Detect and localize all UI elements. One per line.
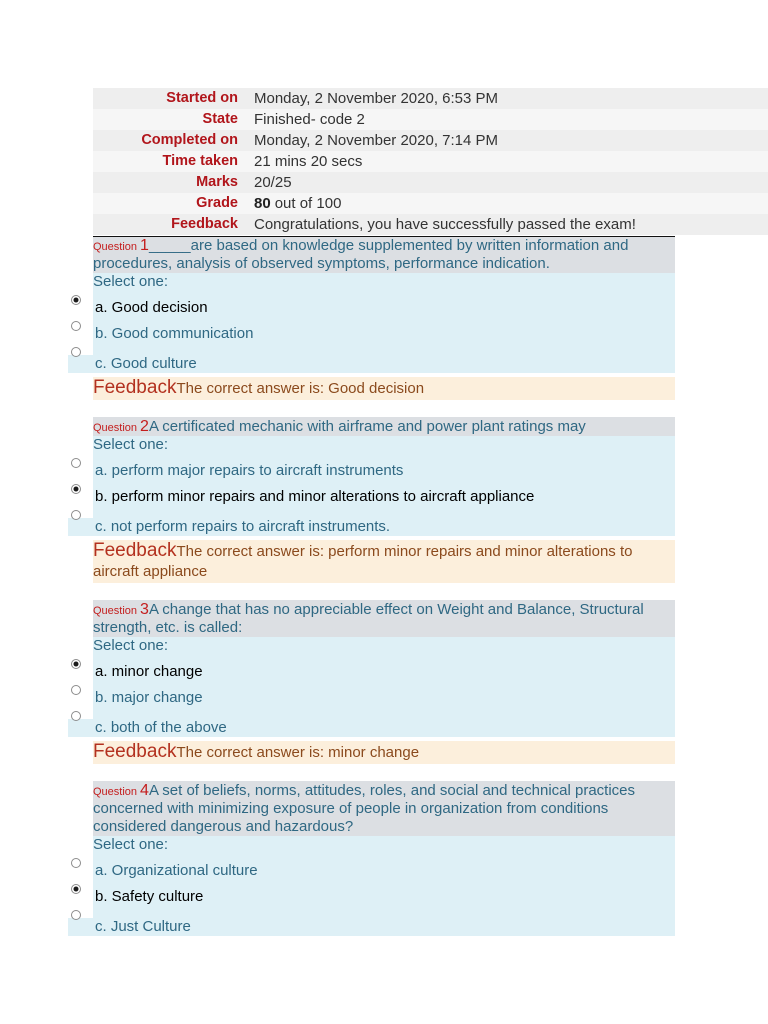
answer-option-b[interactable] [93,681,675,707]
summary-value-grade [245,193,341,214]
answer-radio-c[interactable] [71,347,81,357]
question-text: _____are based on knowledge supplemented by written information and procedures, analysis of observed symptoms, performance indication. [93,237,629,272]
answer-block [93,637,675,737]
select-one-prompt: Select one: [93,273,169,290]
feedback-title: Feedback [93,377,177,398]
question-label: Question [93,605,138,617]
question-header [93,417,675,436]
answer-option-a[interactable] [93,291,675,317]
correct-answer-text: The correct answer is: minor change [176,744,420,761]
question-number: 1 [140,237,149,254]
attempt-summary-table [93,88,768,235]
answer-option-b[interactable] [93,480,675,506]
select-one-prompt: Select one: [93,836,169,853]
question-number: 4 [140,782,149,799]
question-text: A change that has no appreciable effect on Weight and Balance, Structural strength, etc. is called: [93,601,644,636]
summary-row-grade [93,193,768,214]
answer-option-label: c. not perform repairs to aircraft instruments. [95,518,391,535]
answer-radio-c[interactable] [71,711,81,721]
answer-option-c[interactable] [93,506,675,536]
feedback-title: Feedback [93,540,177,561]
question-label: Question [93,241,138,253]
answer-option-b[interactable] [93,880,675,906]
summary-row-state [93,109,768,130]
answer-option-a[interactable] [93,854,675,880]
answer-option-label: a. minor change [95,663,203,680]
feedback-title: Feedback [93,741,177,762]
answer-block [93,436,675,536]
summary-label-time-taken: Time taken [162,153,238,169]
summary-value-completed-on: Monday, 2 November 2020, 7:14 PM [254,132,499,149]
answer-option-a[interactable] [93,454,675,480]
question-number: 2 [140,418,149,435]
feedback-box [93,741,675,764]
summary-row-marks [93,172,768,193]
answer-option-label: b. major change [95,689,203,706]
answer-option-c[interactable] [93,707,675,737]
answer-radio-c[interactable] [71,510,81,520]
summary-row-feedback [93,214,768,235]
summary-value-feedback: Congratulations, you have successfully passed the exam! [254,216,636,233]
summary-row-started-on [93,88,768,109]
question-4 [93,781,675,936]
answer-option-label: b. perform minor repairs and minor alterations to aircraft appliance [95,488,535,505]
answer-option-label: c. Just Culture [95,918,191,935]
question-text: A set of beliefs, norms, attitudes, roles, and social and technical practices concerned with minimizing exposure of people in organization from conditions considered dangerous and hazardous? [93,782,636,835]
answer-radio-b[interactable] [71,321,81,331]
answer-radio-a[interactable] [71,659,81,669]
feedback-box [93,540,675,583]
question-label: Question [93,422,138,434]
answer-option-label: a. Good decision [95,299,208,316]
answer-option-label: b. Good communication [95,325,254,342]
answer-option-c[interactable] [93,343,675,373]
question-list [93,236,675,953]
grade-score: 80 [254,195,271,212]
summary-label-state: State [202,111,238,127]
answer-option-label: a. Organizational culture [95,862,258,879]
select-one-prompt: Select one: [93,436,169,453]
answer-option-a[interactable] [93,655,675,681]
summary-value-time-taken: 21 mins 20 secs [254,153,363,170]
select-one-prompt: Select one: [93,637,169,654]
summary-row-completed-on [93,130,768,151]
correct-answer-text: The correct answer is: perform minor repairs and minor alterations to aircraft appliance [93,543,633,580]
answer-radio-a[interactable] [71,458,81,468]
question-header [93,236,675,273]
answer-radio-b[interactable] [71,685,81,695]
answer-radio-c[interactable] [71,910,81,920]
grade-out-of: out of 100 [274,195,342,212]
summary-value-marks: 20/25 [254,174,292,191]
question-3 [93,600,675,764]
answer-block [93,273,675,373]
answer-option-b[interactable] [93,317,675,343]
correct-answer-text: The correct answer is: Good decision [176,380,425,397]
question-text: A certificated mechanic with airframe and power plant ratings may [148,418,586,435]
answer-block [93,836,675,936]
summary-row-time-taken [93,151,768,172]
answer-radio-a[interactable] [71,858,81,868]
question-number: 3 [140,601,149,618]
answer-radio-b[interactable] [71,484,81,494]
question-2 [93,417,675,583]
answer-radio-a[interactable] [71,295,81,305]
answer-option-label: b. Safety culture [95,888,204,905]
summary-label-grade: Grade [196,195,238,211]
question-header [93,600,675,637]
question-1 [93,236,675,400]
answer-option-label: c. Good culture [95,355,197,372]
summary-value-started-on: Monday, 2 November 2020, 6:53 PM [254,90,499,107]
answer-option-label: c. both of the above [95,719,227,736]
summary-label-feedback: Feedback [171,216,238,232]
summary-label-started-on: Started on [166,90,238,106]
feedback-box [93,377,675,400]
summary-label-marks: Marks [196,174,238,190]
answer-option-c[interactable] [93,906,675,936]
question-header [93,781,675,836]
summary-label-completed-on: Completed on [141,132,238,148]
answer-radio-b[interactable] [71,884,81,894]
question-label: Question [93,786,138,798]
answer-option-label: a. perform major repairs to aircraft instruments [95,462,404,479]
summary-value-state: Finished- code 2 [254,111,365,128]
